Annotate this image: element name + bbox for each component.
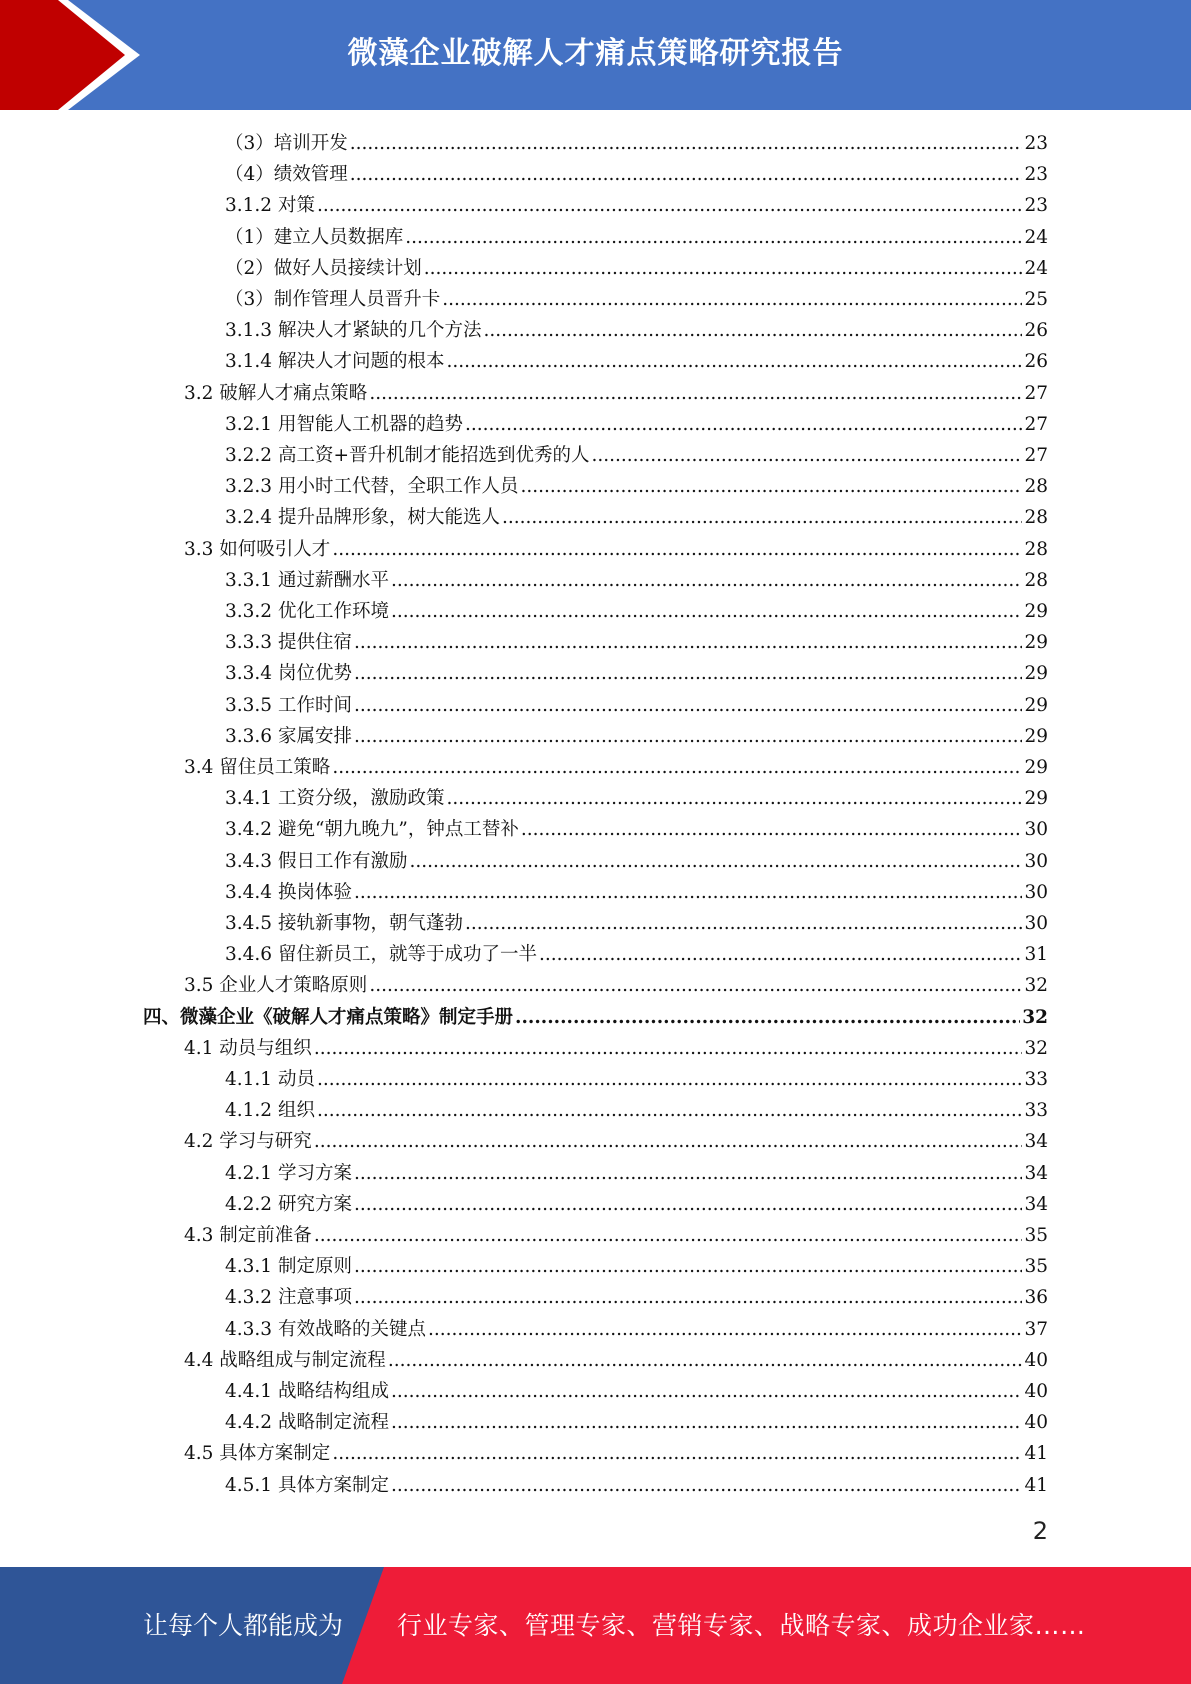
toc-dot-leader — [391, 596, 1022, 627]
toc-dot-leader — [354, 1282, 1023, 1313]
toc-dot-leader — [446, 783, 1022, 814]
toc-entry-page: 41 — [1024, 1443, 1048, 1465]
toc-dot-leader — [391, 1376, 1022, 1407]
toc-entry-label: 4.2.1 学习方案 — [225, 1162, 352, 1184]
toc-entry[interactable] — [225, 315, 1048, 346]
toc-dot-leader — [354, 627, 1023, 658]
toc-entry-label: （1）建立人员数据库 — [225, 226, 404, 248]
toc-entry[interactable] — [225, 846, 1048, 877]
toc-entry-label: 3.4.5 接轨新事物，朝气蓬勃 — [225, 913, 463, 934]
toc-entry[interactable] — [225, 1064, 1048, 1095]
toc-dot-leader — [428, 1314, 1022, 1345]
toc-entry-page: 34 — [1024, 1131, 1048, 1153]
toc-entry[interactable] — [225, 1282, 1048, 1313]
toc-entry[interactable] — [225, 877, 1048, 908]
toc-dot-leader — [424, 253, 1023, 284]
toc-dot-leader — [539, 939, 1022, 970]
toc-entry[interactable] — [225, 1314, 1048, 1345]
toc-entry[interactable] — [184, 1438, 1048, 1469]
toc-entry-page: 23 — [1024, 164, 1048, 186]
toc-dot-leader — [591, 440, 1022, 471]
toc-dot-leader — [465, 908, 1022, 939]
toc-entry[interactable] — [225, 721, 1048, 752]
document-title: 微藻企业破解人才痛点策略研究报告 — [347, 36, 844, 71]
toc-entry[interactable] — [225, 1376, 1048, 1407]
toc-entry[interactable] — [184, 1220, 1048, 1251]
toc-entry-label: 4.4 战略组成与制定流程 — [184, 1349, 386, 1371]
toc-entry-page: 30 — [1024, 913, 1048, 934]
toc-entry-label: 3.3.5 工作时间 — [225, 694, 352, 716]
toc-entry[interactable] — [225, 253, 1048, 284]
toc-dot-leader — [446, 346, 1022, 377]
toc-entry-label: （3）培训开发 — [225, 133, 348, 154]
toc-entry[interactable] — [143, 1002, 1048, 1033]
footer-slogan-right: 行业专家、管理专家、营销专家、战略专家、成功企业家…… — [397, 1611, 1086, 1640]
toc-dot-leader — [391, 1407, 1022, 1438]
toc-dot-leader — [350, 128, 1023, 159]
toc-dot-leader — [317, 1095, 1023, 1126]
toc-entry-label: 3.3.3 提供住宿 — [225, 632, 352, 654]
toc-entry-label: 3.3.1 通过薪酬水平 — [225, 569, 389, 591]
toc-entry-label: 4.3 制定前准备 — [184, 1225, 312, 1246]
toc-entry-page: 25 — [1024, 289, 1048, 310]
toc-entry[interactable] — [184, 1033, 1048, 1064]
toc-entry-label: 3.5 企业人才策略原则 — [184, 975, 368, 997]
toc-entry-label: 3.4.4 换岗体验 — [225, 881, 352, 903]
toc-entry-label: 3.2.1 用智能人工机器的趋势 — [225, 413, 463, 435]
toc-dot-leader — [369, 378, 1022, 409]
toc-entry-page: 29 — [1024, 788, 1048, 810]
toc-entry-page: 32 — [1024, 975, 1048, 997]
toc-entry[interactable] — [225, 284, 1048, 315]
toc-entry[interactable] — [184, 970, 1048, 1001]
toc-entry[interactable] — [225, 627, 1048, 658]
toc-entry-page: 29 — [1024, 663, 1048, 685]
toc-entry-page: 29 — [1024, 694, 1048, 716]
toc-entry-label: 3.4 留住员工策略 — [184, 757, 331, 778]
toc-entry-label: 3.2 破解人才痛点策略 — [184, 382, 368, 404]
toc-entry-page: 41 — [1024, 1474, 1048, 1496]
toc-entry-label: 4.2.2 研究方案 — [225, 1193, 352, 1215]
toc-dot-leader — [314, 1126, 1023, 1157]
toc-entry[interactable] — [225, 159, 1048, 190]
toc-entry-page: 27 — [1024, 413, 1048, 435]
toc-entry-label: 4.2 学习与研究 — [184, 1131, 312, 1153]
toc-dot-leader — [369, 970, 1022, 1001]
toc-entry-page: 26 — [1024, 351, 1048, 373]
page-number: 2 — [1032, 1517, 1048, 1545]
toc-entry-label: 4.3.1 制定原则 — [225, 1256, 352, 1278]
toc-dot-leader — [354, 658, 1023, 689]
toc-entry[interactable] — [184, 1345, 1048, 1376]
toc-entry-page: 28 — [1024, 476, 1048, 498]
toc-entry-page: 40 — [1024, 1381, 1048, 1402]
toc-entry-page: 34 — [1024, 1193, 1048, 1215]
page-header — [0, 0, 1191, 110]
toc-entry[interactable] — [225, 690, 1048, 721]
toc-entry[interactable] — [225, 565, 1048, 596]
toc-entry-page: 23 — [1024, 133, 1048, 154]
toc-dot-leader — [354, 1251, 1023, 1282]
toc-entry-label: 4.5 具体方案制定 — [184, 1443, 331, 1465]
toc-entry-page: 24 — [1024, 226, 1048, 248]
toc-entry[interactable] — [225, 783, 1048, 814]
toc-dot-leader — [317, 1064, 1023, 1095]
toc-entry-page: 29 — [1024, 601, 1048, 622]
toc-dot-leader — [354, 1189, 1023, 1220]
toc-entry-label: 3.4.1 工资分级，激励政策 — [225, 788, 445, 810]
toc-entry-page: 29 — [1024, 725, 1048, 747]
toc-entry-label: 3.2.4 提升品牌形象，树大能选人 — [225, 507, 500, 529]
toc-entry-label: 4.1 动员与组织 — [184, 1037, 312, 1059]
toc-entry-page: 37 — [1024, 1318, 1048, 1340]
toc-entry-page: 33 — [1024, 1100, 1048, 1122]
toc-entry-label: 3.4.3 假日工作有激励 — [225, 850, 408, 872]
toc-entry-page: 29 — [1024, 757, 1048, 778]
page-footer — [0, 1567, 1191, 1684]
toc-entry-page: 40 — [1024, 1349, 1048, 1371]
toc-entry-label: （4）绩效管理 — [225, 164, 348, 186]
footer-slogan-left: 让每个人都能成为 — [143, 1611, 344, 1640]
toc-entry-page: 31 — [1024, 944, 1048, 966]
toc-entry[interactable] — [225, 409, 1048, 440]
toc-entry[interactable] — [225, 1251, 1048, 1282]
toc-entry[interactable] — [225, 1095, 1048, 1126]
toc-entry-label: 3.3.4 岗位优势 — [225, 663, 352, 685]
toc-entry-page: 27 — [1024, 445, 1048, 466]
toc-entry-page: 34 — [1024, 1162, 1048, 1184]
toc-entry-label: 4.3.3 有效战略的关键点 — [225, 1318, 426, 1340]
toc-entry-page: 32 — [1024, 1037, 1048, 1059]
toc-dot-leader — [332, 534, 1022, 565]
toc-entry-page: 28 — [1024, 538, 1048, 560]
toc-dot-leader — [520, 471, 1022, 502]
toc-entry[interactable] — [225, 1470, 1048, 1501]
toc-entry[interactable] — [225, 658, 1048, 689]
toc-entry-label: 3.4.6 留住新员工，就等于成功了一半 — [225, 944, 537, 966]
toc-entry-label: 3.3.2 优化工作环境 — [225, 601, 389, 622]
toc-dot-leader — [350, 159, 1023, 190]
toc-dot-leader — [483, 315, 1022, 346]
toc-dot-leader — [332, 752, 1022, 783]
toc-entry[interactable] — [225, 939, 1048, 970]
toc-dot-leader — [314, 1220, 1023, 1251]
toc-dot-leader — [515, 1002, 1020, 1033]
toc-entry-page: 28 — [1024, 507, 1048, 529]
toc-entry-page: 35 — [1024, 1225, 1048, 1246]
toc-entry[interactable] — [225, 908, 1048, 939]
toc-entry-label: 3.1.4 解决人才问题的根本 — [225, 351, 445, 373]
toc-entry[interactable] — [184, 1126, 1048, 1157]
toc-dot-leader — [388, 1345, 1023, 1376]
toc-dot-leader — [332, 1438, 1022, 1469]
toc-entry[interactable] — [184, 534, 1048, 565]
toc-entry[interactable] — [225, 814, 1048, 845]
toc-dot-leader — [391, 1470, 1022, 1501]
toc-entry-label: 3.1.2 对策 — [225, 195, 315, 217]
toc-entry-label: 4.4.2 战略制定流程 — [225, 1412, 389, 1434]
toc-dot-leader — [409, 846, 1022, 877]
toc-dot-leader — [521, 814, 1023, 845]
toc-dot-leader — [354, 1158, 1023, 1189]
toc-entry[interactable] — [184, 378, 1048, 409]
toc-entry-page: 28 — [1024, 569, 1048, 591]
toc-entry-label: 4.1.1 动员 — [225, 1069, 315, 1090]
toc-entry-label: 4.5.1 具体方案制定 — [225, 1474, 389, 1496]
toc-entry-label: 四、微藻企业《破解人才痛点策略》制定手册 — [143, 1006, 514, 1028]
toc-entry-label: 4.4.1 战略结构组成 — [225, 1381, 389, 1402]
toc-entry-label: 4.1.2 组织 — [225, 1100, 315, 1122]
toc-entry[interactable] — [225, 1407, 1048, 1438]
toc-dot-leader — [442, 284, 1022, 315]
toc-entry-label: 3.2.3 用小时工代替，全职工作人员 — [225, 476, 519, 498]
toc-dot-leader — [314, 1033, 1023, 1064]
toc-entry-page: 30 — [1024, 881, 1048, 903]
toc-entry-page: 32 — [1022, 1006, 1048, 1028]
toc-entry-label: 3.3 如何吸引人才 — [184, 538, 331, 560]
toc-entry-page: 29 — [1024, 632, 1048, 654]
toc-dot-leader — [502, 502, 1022, 533]
toc-entry-label: 4.3.2 注意事项 — [225, 1287, 352, 1309]
toc-dot-leader — [405, 222, 1022, 253]
toc-entry[interactable] — [225, 128, 1048, 159]
toc-entry-page: 30 — [1024, 819, 1048, 841]
toc-entry-page: 30 — [1024, 850, 1048, 872]
toc-entry[interactable] — [225, 346, 1048, 377]
toc-entry[interactable] — [225, 1158, 1048, 1189]
toc-entry-page: 26 — [1024, 320, 1048, 342]
toc-entry-label: 3.4.2 避免“朝九晚九”，钟点工替补 — [225, 819, 519, 841]
toc-entry[interactable] — [225, 222, 1048, 253]
toc-entry-label: 3.2.2 高工资+晋升机制才能招选到优秀的人 — [225, 445, 590, 466]
toc-entry-page: 27 — [1024, 382, 1048, 404]
toc-dot-leader — [354, 877, 1023, 908]
toc-dot-leader — [354, 690, 1023, 721]
toc-dot-leader — [317, 190, 1023, 221]
toc-entry-page: 33 — [1024, 1069, 1048, 1090]
toc-entry-label: （2）做好人员接续计划 — [225, 257, 422, 279]
toc-entry-page: 35 — [1024, 1256, 1048, 1278]
toc-dot-leader — [354, 721, 1023, 752]
toc-entry-page: 40 — [1024, 1412, 1048, 1434]
toc-entry[interactable] — [225, 1189, 1048, 1220]
toc-entry-page: 36 — [1024, 1287, 1048, 1309]
toc-entry-page: 23 — [1024, 195, 1048, 217]
toc-entry-label: 3.3.6 家属安排 — [225, 725, 352, 747]
toc-entry-page: 24 — [1024, 257, 1048, 279]
toc-dot-leader — [465, 409, 1022, 440]
toc-entry[interactable] — [225, 502, 1048, 533]
toc-dot-leader — [391, 565, 1022, 596]
toc-entry[interactable] — [184, 752, 1048, 783]
toc-entry-label: 3.1.3 解决人才紧缺的几个方法 — [225, 320, 482, 342]
toc-entry[interactable] — [225, 471, 1048, 502]
toc-entry[interactable] — [225, 190, 1048, 221]
toc-entry[interactable] — [225, 596, 1048, 627]
toc-entry[interactable] — [225, 440, 1048, 471]
toc-entry-label: （3）制作管理人员晋升卡 — [225, 289, 441, 310]
